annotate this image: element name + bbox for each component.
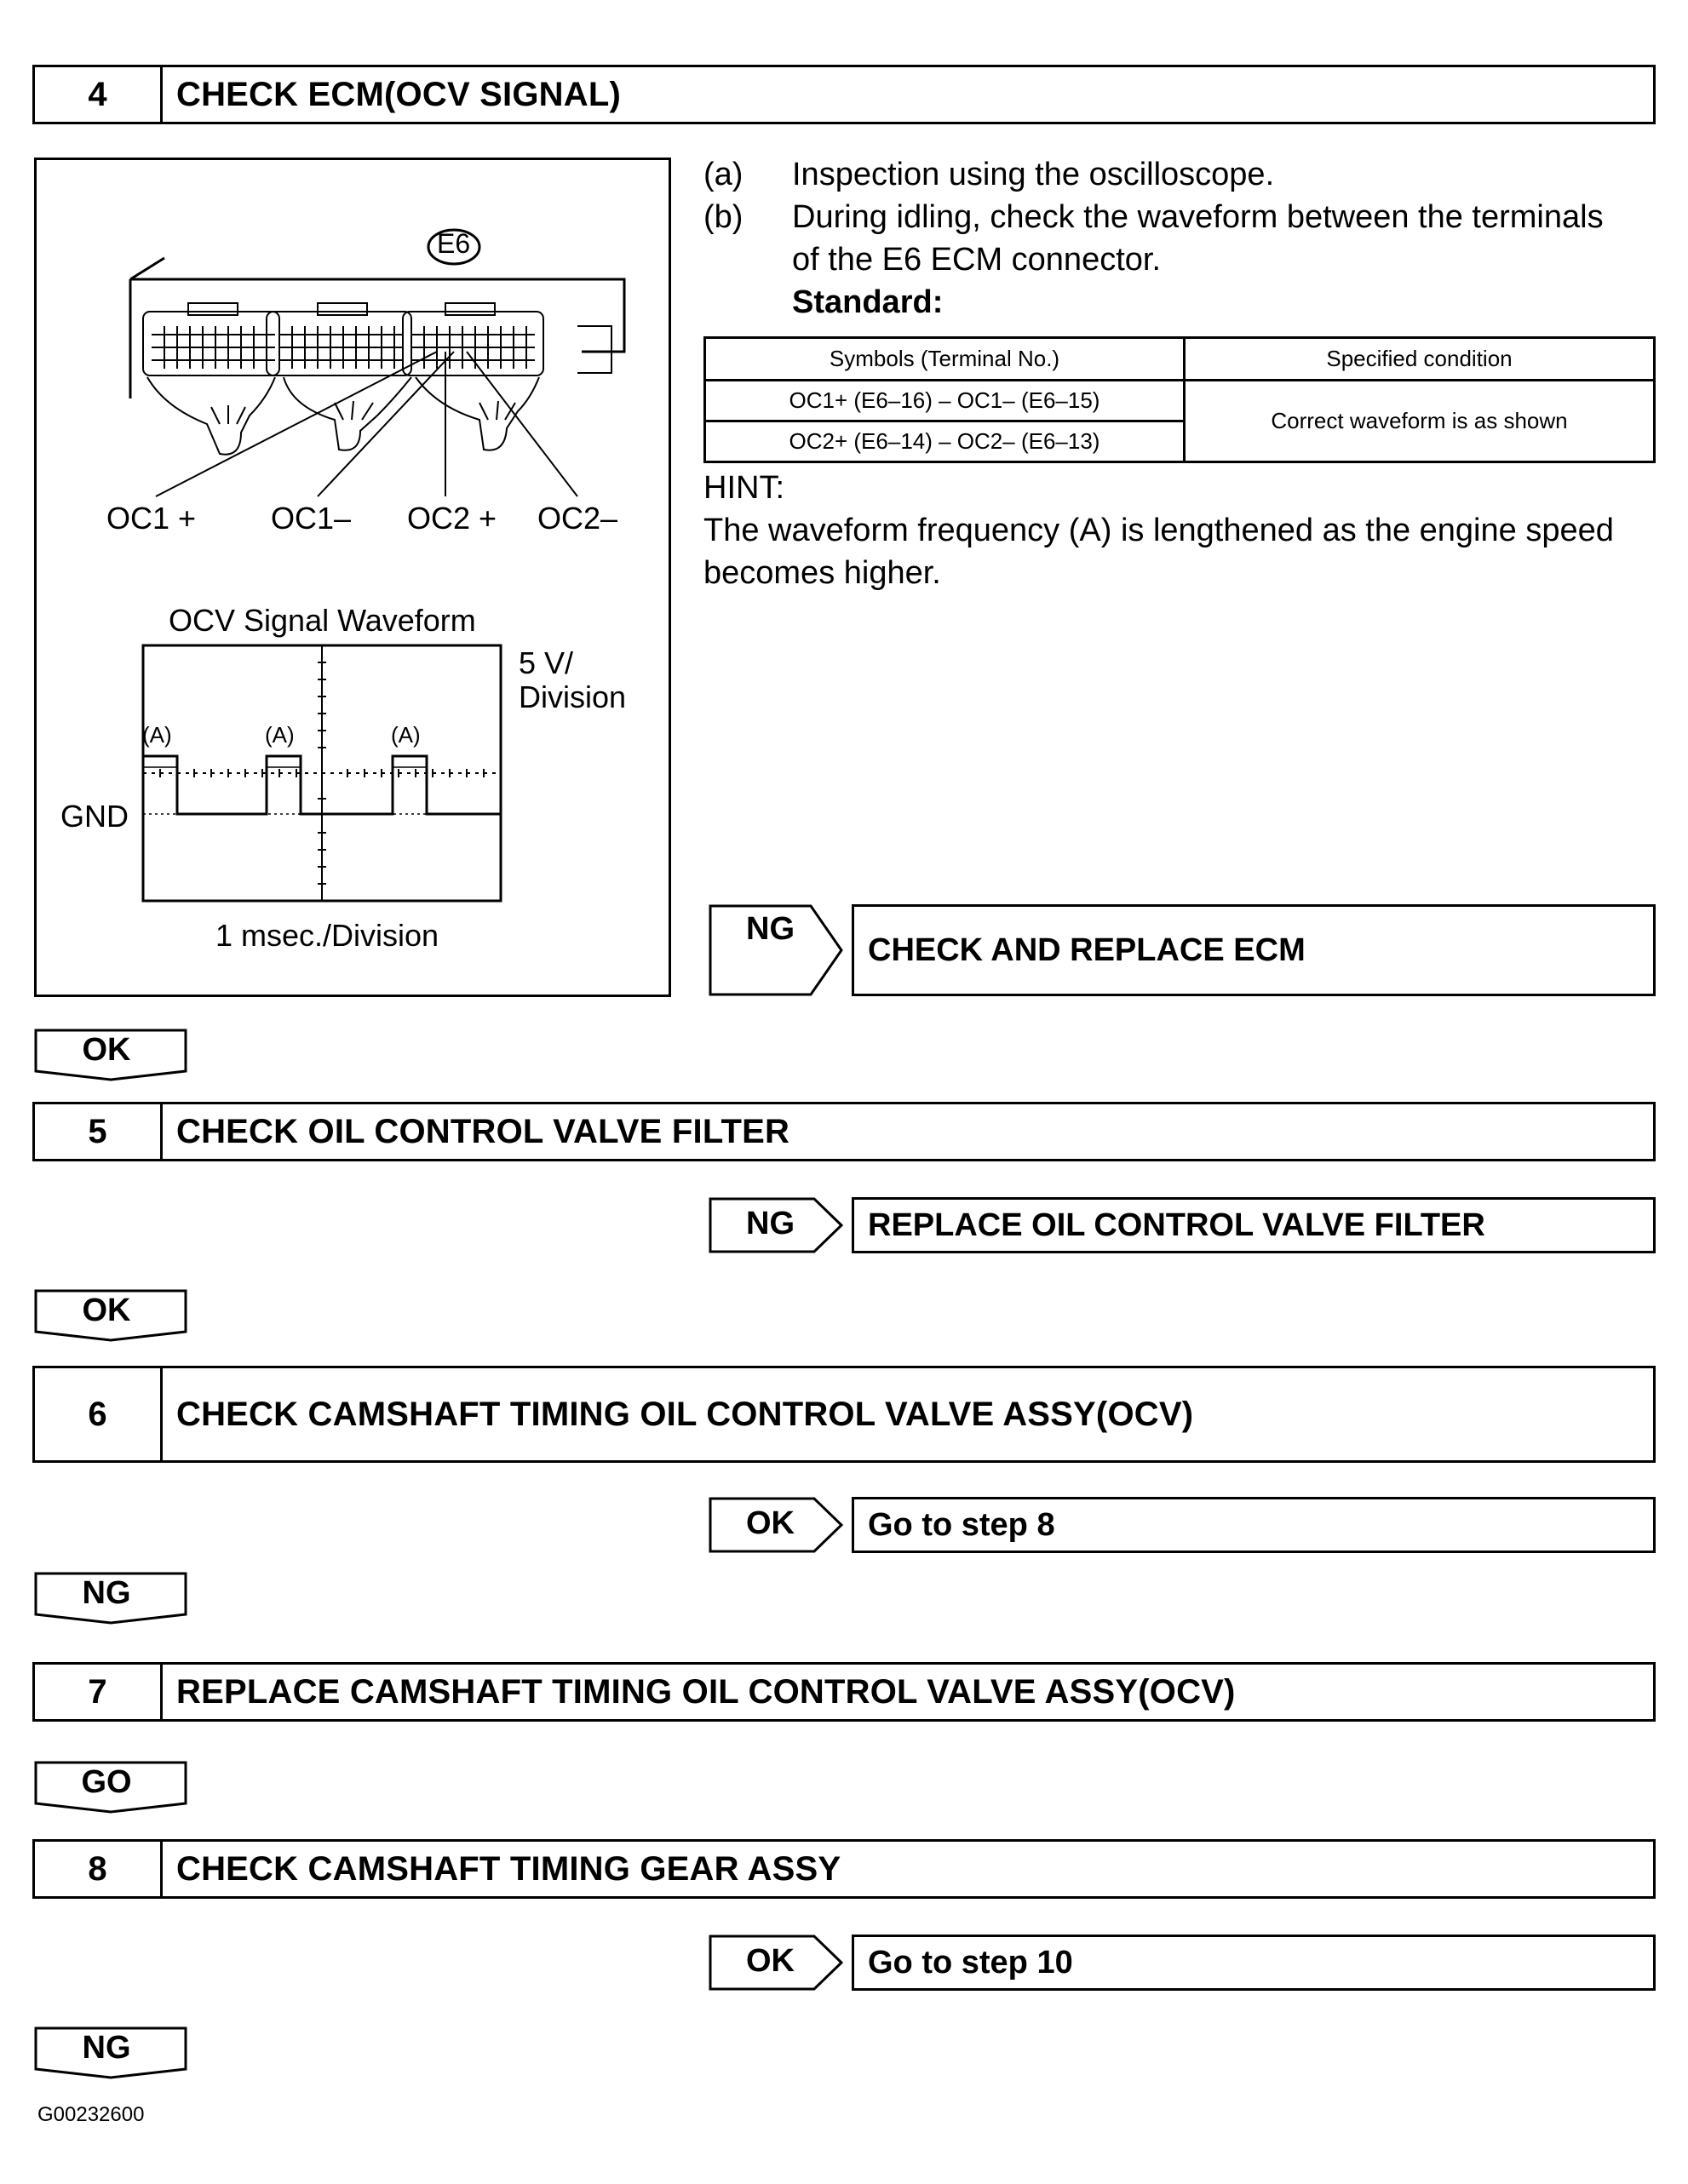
result-go-to-step-10: Go to step 10 <box>852 1935 1656 1991</box>
ng-label: NG <box>746 911 795 947</box>
table-header-symbols: Symbols (Terminal No.) <box>705 338 1185 381</box>
step-5-header <box>32 1102 1656 1161</box>
instruction-b-text-2: of the E6 ECM connector. <box>792 242 1162 278</box>
marker-a-3: (A) <box>391 722 421 748</box>
ng-tab-step-8 <box>34 2026 189 2079</box>
terminal-label-oc2-minus: OC2– <box>537 501 618 536</box>
table-header-condition: Specified condition <box>1185 338 1655 381</box>
ecm-connector-illustration <box>37 160 669 995</box>
step-title: CHECK OIL CONTROL VALVE FILTER <box>176 1112 790 1150</box>
step-8-header <box>32 1839 1656 1899</box>
table-cell-row-2: OC2+ (E6–14) – OC2– (E6–13) <box>705 421 1185 462</box>
hint-text-2: becomes higher. <box>703 555 941 591</box>
step-number: 8 <box>35 1842 163 1896</box>
ng-label: NG <box>746 1206 795 1241</box>
ok-arrow-step-8 <box>709 1935 845 1991</box>
step-title: CHECK ECM(OCV SIGNAL) <box>176 75 621 113</box>
step-number: 5 <box>35 1104 163 1159</box>
table-cell-row-1: OC1+ (E6–16) – OC1– (E6–15) <box>705 381 1185 421</box>
waveform-title: OCV Signal Waveform <box>169 603 476 638</box>
figure-panel <box>34 158 671 997</box>
standard-table <box>703 336 1656 463</box>
instruction-a-label: (a) <box>703 157 744 192</box>
result-replace-ocv-filter: REPLACE OIL CONTROL VALVE FILTER <box>852 1197 1656 1253</box>
instruction-a-text: Inspection using the oscilloscope. <box>792 157 1275 192</box>
terminal-label-oc1-plus: OC1 + <box>106 501 197 536</box>
ok-tab-step-5 <box>34 1289 189 1342</box>
marker-a-1: (A) <box>142 722 172 748</box>
result-check-replace-ecm: CHECK AND REPLACE ECM <box>852 904 1656 996</box>
step-number: 6 <box>35 1368 163 1460</box>
ng-tab-step-6 <box>34 1572 189 1625</box>
volt-division-label-2: Division <box>519 679 627 714</box>
ok-tab-step-4 <box>34 1029 189 1081</box>
oscilloscope-grid <box>143 645 501 901</box>
figure-code: G00232600 <box>37 2103 145 2126</box>
step-4-header <box>32 65 1656 124</box>
instruction-b-label: (b) <box>703 199 744 235</box>
marker-a-2: (A) <box>265 722 295 748</box>
ok-label: OK <box>82 1293 131 1328</box>
table-cell-condition: Correct waveform is as shown <box>1185 381 1655 462</box>
step-title: REPLACE CAMSHAFT TIMING OIL CONTROL VALVE ASSY(OCV) <box>176 1672 1236 1711</box>
ok-label: OK <box>82 1032 131 1068</box>
step-6-header <box>32 1366 1656 1463</box>
ng-label: NG <box>82 1575 131 1611</box>
ng-label: NG <box>82 2030 131 2066</box>
go-tab-step-7 <box>34 1761 189 1814</box>
terminal-label-oc2-plus: OC2 + <box>407 501 497 536</box>
terminal-label-oc1-minus: OC1– <box>271 501 352 536</box>
volt-division-label-1: 5 V/ <box>519 645 574 680</box>
connector-label: E6 <box>437 228 471 259</box>
ng-arrow-step-4 <box>709 904 845 998</box>
step-title: CHECK CAMSHAFT TIMING OIL CONTROL VALVE ASSY(OCV) <box>176 1395 1194 1433</box>
step-number: 4 <box>35 67 163 122</box>
ok-label: OK <box>746 1505 795 1541</box>
ok-label: OK <box>746 1943 795 1979</box>
result-go-to-step-8: Go to step 8 <box>852 1497 1656 1553</box>
ng-arrow-step-5 <box>709 1197 845 1253</box>
hint-text-1: The waveform frequency (A) is lengthened as the engine speed <box>703 513 1614 548</box>
gnd-label: GND <box>60 799 129 834</box>
standard-label: Standard: <box>792 284 944 320</box>
step-7-header <box>32 1662 1656 1722</box>
step-title: CHECK CAMSHAFT TIMING GEAR ASSY <box>176 1849 841 1888</box>
go-label: GO <box>81 1764 132 1800</box>
time-division-label: 1 msec./Division <box>215 918 439 953</box>
ok-arrow-step-6 <box>709 1497 845 1553</box>
instruction-b-text-1: During idling, check the waveform between the terminals <box>792 199 1604 235</box>
hint-label: HINT: <box>703 470 784 506</box>
step-number: 7 <box>35 1665 163 1719</box>
